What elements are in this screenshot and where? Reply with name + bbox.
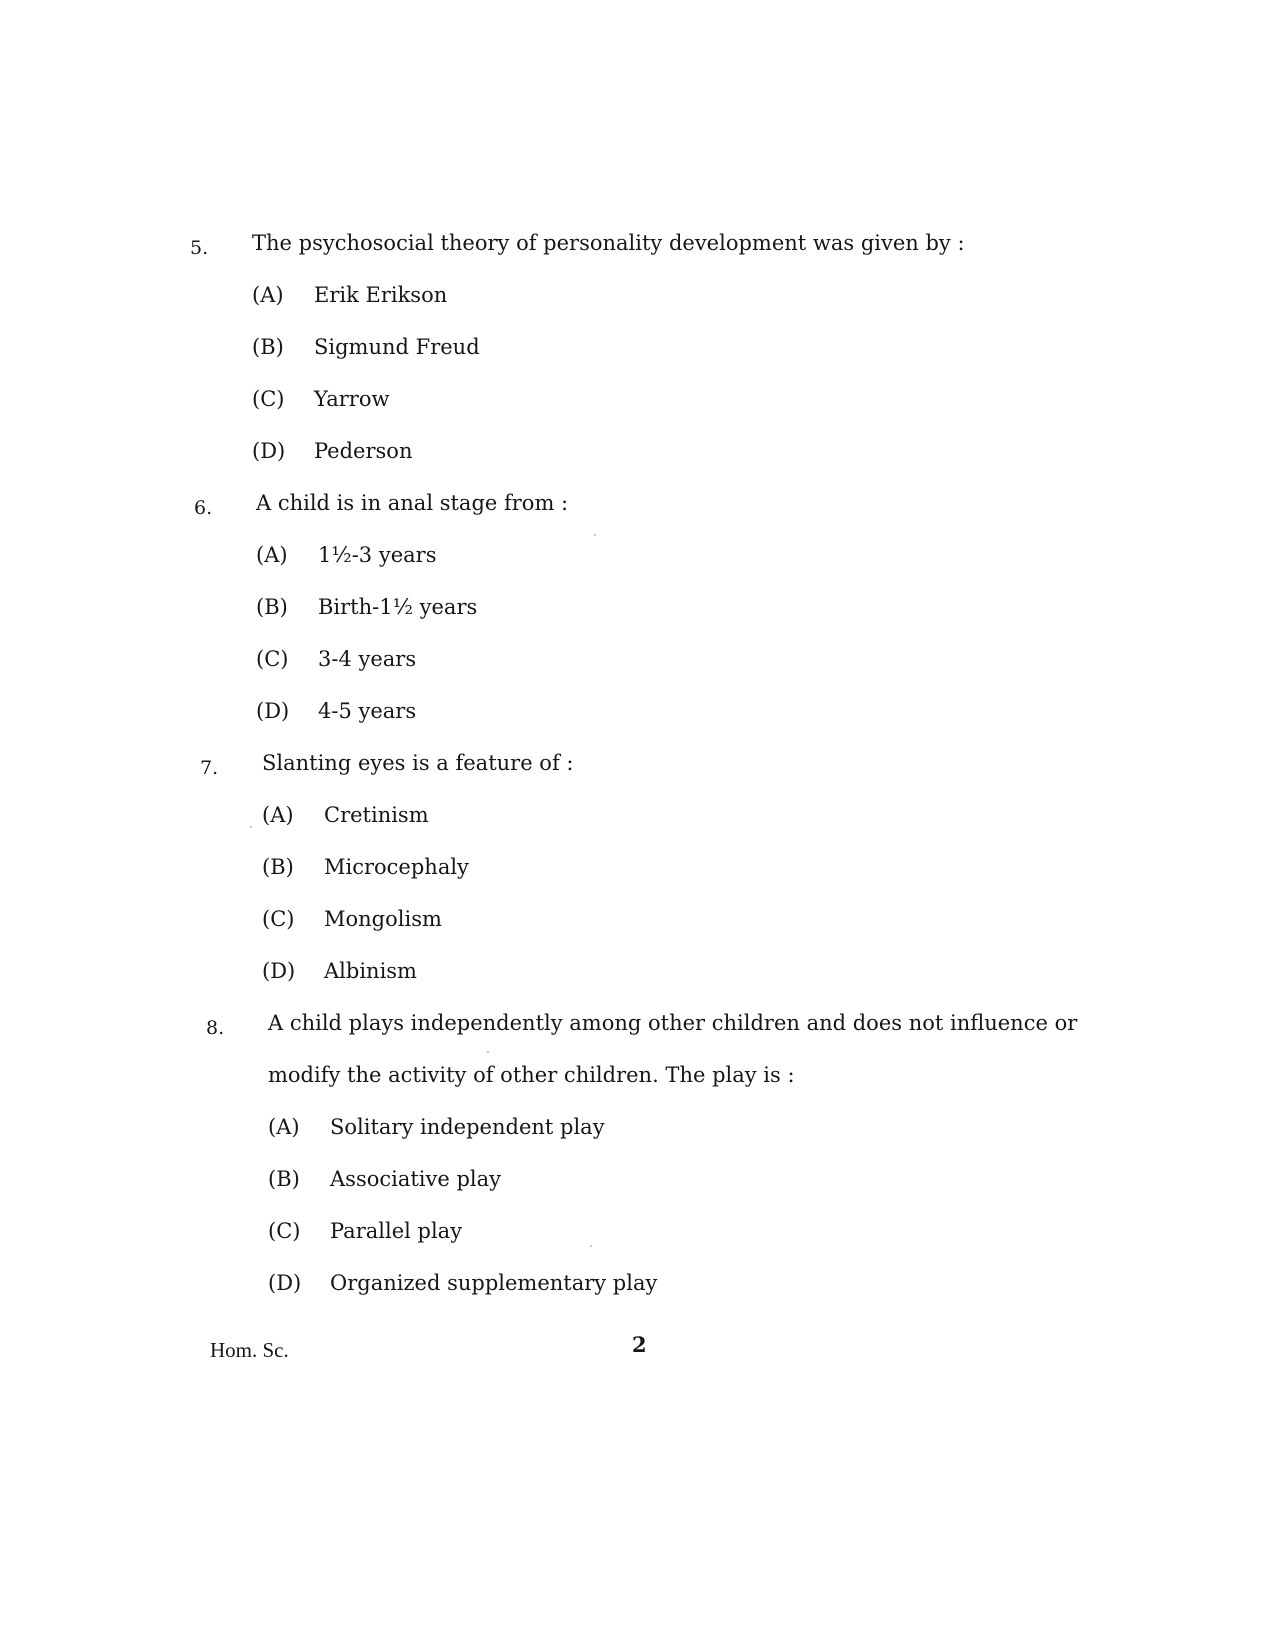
option-text: Associative play xyxy=(330,1167,502,1191)
page-number: 2 xyxy=(632,1332,647,1357)
option-label: (A) xyxy=(252,283,284,307)
scan-speck xyxy=(590,1245,592,1247)
option-label: (C) xyxy=(268,1219,301,1243)
question-number: 7. xyxy=(200,757,219,779)
option-text: Erik Erikson xyxy=(314,283,448,307)
option-text: Parallel play xyxy=(330,1219,463,1243)
scan-speck xyxy=(594,534,596,536)
option-text: Yarrow xyxy=(314,387,390,411)
option-label: (D) xyxy=(268,1271,302,1295)
question-number: 8. xyxy=(206,1017,225,1039)
option-label: (A) xyxy=(256,543,288,567)
option-text: Solitary independent play xyxy=(330,1115,605,1139)
option-label: (D) xyxy=(252,439,286,463)
option-text: Birth-1½ years xyxy=(318,595,478,619)
option-label: (D) xyxy=(256,699,290,723)
scan-speck xyxy=(250,826,252,828)
question-text: Slanting eyes is a feature of : xyxy=(262,751,574,775)
scan-speck xyxy=(487,1051,489,1053)
option-label: (C) xyxy=(252,387,285,411)
option-label: (B) xyxy=(256,595,288,619)
question-text: A child is in anal stage from : xyxy=(256,491,569,515)
option-label: (B) xyxy=(262,855,294,879)
option-text: 1½-3 years xyxy=(318,543,437,567)
question-number: 6. xyxy=(194,497,213,519)
option-text: 4-5 years xyxy=(318,699,417,723)
option-text: Organized supplementary play xyxy=(330,1271,658,1295)
question-text: The psychosocial theory of personality development was given by : xyxy=(252,231,965,255)
subject-code: Hom. Sc. xyxy=(210,1338,289,1362)
option-label: (B) xyxy=(252,335,284,359)
option-label: (C) xyxy=(262,907,295,931)
option-text: Mongolism xyxy=(324,907,442,931)
question-text-line-1: A child plays independently among other children and does not influence or xyxy=(268,1011,1078,1035)
option-label: (C) xyxy=(256,647,289,671)
option-label: (A) xyxy=(268,1115,300,1139)
option-text: Albinism xyxy=(324,959,417,983)
question-number: 5. xyxy=(190,237,209,259)
option-label: (B) xyxy=(268,1167,300,1191)
option-label: (D) xyxy=(262,959,296,983)
option-text: Cretinism xyxy=(324,803,429,827)
question-text-line-2: modify the activity of other children. The play is : xyxy=(268,1063,795,1087)
option-text: 3-4 years xyxy=(318,647,417,671)
option-text: Sigmund Freud xyxy=(314,335,480,359)
option-label: (A) xyxy=(262,803,294,827)
option-text: Pederson xyxy=(314,439,413,463)
option-text: Microcephaly xyxy=(324,855,469,879)
